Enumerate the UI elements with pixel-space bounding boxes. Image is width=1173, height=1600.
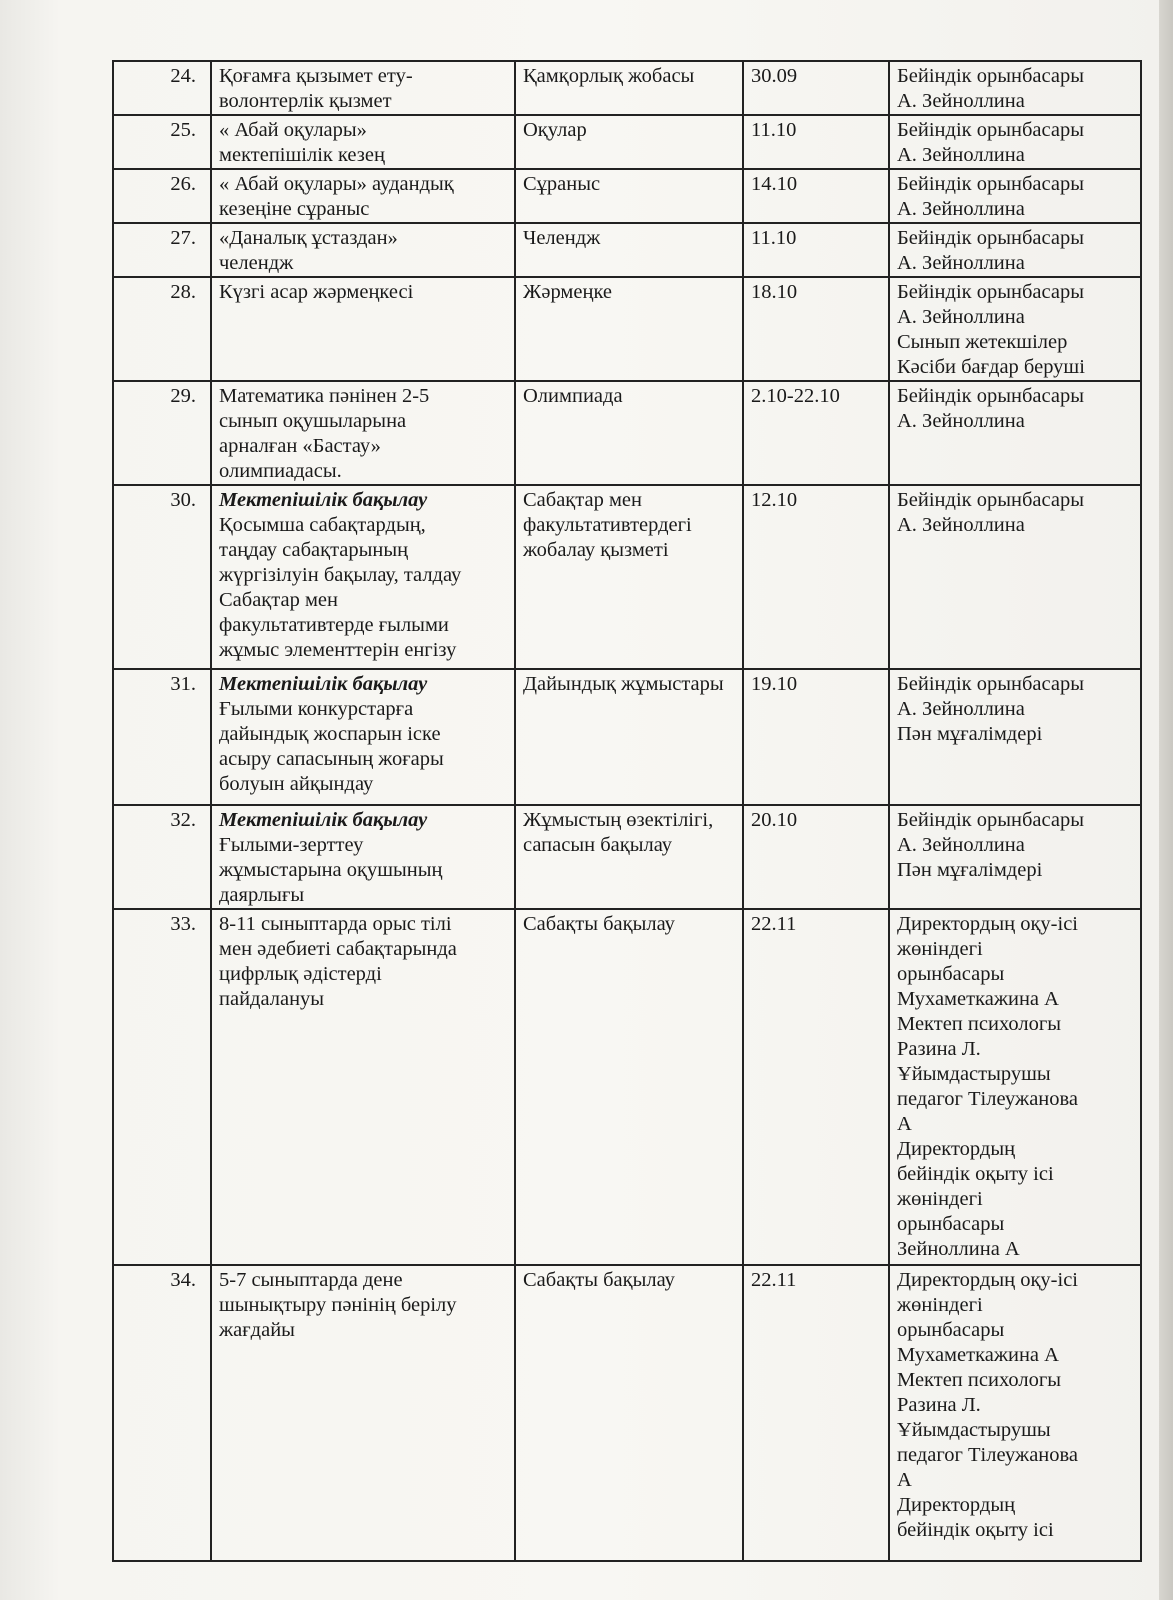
control-heading: Мектепішілік бақылау (219, 809, 428, 831)
date-cell: 22.11 (743, 1265, 889, 1561)
event-line: « Абай оқулары» аудандық (219, 173, 454, 195)
row-number: 25. (113, 115, 211, 169)
event-line: Ғылыми конкурстарға (219, 698, 414, 720)
responsible-line: Пән мұғалімдері (897, 859, 1043, 881)
responsible-line: Бейіндік орынбасары (897, 227, 1084, 249)
responsible-line: А (897, 1469, 912, 1491)
event-line: Математика пәнінен 2-5 (219, 385, 430, 407)
event-line: жұмыстарына оқушының (219, 859, 443, 881)
responsible-line: орынбасары (897, 1213, 1005, 1235)
responsible-line: Мухаметкажина А (897, 1344, 1059, 1366)
event-line: жұмыс элементтерін енгізу (219, 639, 457, 661)
table-row (113, 909, 1141, 1265)
responsible-line: Бейіндік орынбасары (897, 281, 1084, 303)
date-cell: 11.10 (743, 115, 889, 169)
form-cell: Сабақтар мен факультативтердегі жобалау қызметі (515, 485, 743, 669)
form-cell: Сабақты бақылау (515, 1265, 743, 1561)
event-cell (211, 1265, 515, 1561)
responsible-line: Разина Л. (897, 1038, 981, 1060)
responsible-line: А. Зейноллина (897, 306, 1025, 328)
event-line: кезеңіне сұраныс (219, 198, 370, 220)
responsible-line: Ұйымдастырушы (897, 1063, 1051, 1085)
table-row (113, 1265, 1141, 1561)
event-line: олимпиадасы. (219, 460, 342, 482)
table-row (113, 485, 1141, 669)
responsible-line: Пән мұғалімдері (897, 723, 1043, 745)
responsible-line: Сынып жетекшілер (897, 331, 1068, 353)
responsible-line: Ұйымдастырушы (897, 1419, 1051, 1441)
event-cell (211, 381, 515, 485)
responsible-cell (889, 381, 1141, 485)
date-cell: 11.10 (743, 223, 889, 277)
responsible-line: А. Зейноллина (897, 90, 1025, 112)
responsible-line: А. Зейноллина (897, 834, 1025, 856)
responsible-cell (889, 277, 1141, 381)
responsible-line: А. Зейноллина (897, 252, 1025, 274)
row-number: 34. (113, 1265, 211, 1561)
responsible-line: Разина Л. (897, 1394, 981, 1416)
responsible-line: Бейіндік орынбасары (897, 65, 1084, 87)
responsible-line: Бейіндік орынбасары (897, 489, 1084, 511)
responsible-line: Бейіндік орынбасары (897, 673, 1084, 695)
form-cell: Жәрмеңке (515, 277, 743, 381)
event-line: жүргізілуін бақылау, талдау (219, 564, 462, 586)
responsible-line: бейіндік оқыту ісі (897, 1519, 1054, 1541)
event-line: болуын айқындау (219, 773, 374, 795)
responsible-line: Мектеп психологы (897, 1013, 1062, 1035)
table-row (113, 669, 1141, 805)
responsible-line: Бейіндік орынбасары (897, 119, 1084, 141)
date-cell: 2.10-22.10 (743, 381, 889, 485)
event-line: Күзгі асар жәрмеңкесі (219, 281, 414, 303)
event-cell (211, 169, 515, 223)
responsible-line: А. Зейноллина (897, 144, 1025, 166)
form-cell: Олимпиада (515, 381, 743, 485)
row-number: 28. (113, 277, 211, 381)
control-heading: Мектепішілік бақылау (219, 489, 428, 511)
responsible-line: Директордың оқу-ісі (897, 913, 1078, 935)
responsible-line: А. Зейноллина (897, 698, 1025, 720)
event-line: факультативтерде ғылыми (219, 614, 449, 636)
date-cell: 14.10 (743, 169, 889, 223)
responsible-cell (889, 485, 1141, 669)
form-cell: Жұмыстың өзектілігі, сапасын бақылау (515, 805, 743, 909)
responsible-cell (889, 61, 1141, 115)
responsible-line: Директордың (897, 1138, 1016, 1160)
event-line: пайдалануы (219, 988, 325, 1010)
event-line: цифрлық әдістерді (219, 963, 382, 985)
responsible-line: педагог Тілеужанова (897, 1444, 1079, 1466)
responsible-line: Бейіндік орынбасары (897, 385, 1084, 407)
date-cell: 18.10 (743, 277, 889, 381)
form-cell: Челендж (515, 223, 743, 277)
row-number: 27. (113, 223, 211, 277)
date-cell: 12.10 (743, 485, 889, 669)
responsible-line: бейіндік оқыту ісі (897, 1163, 1054, 1185)
event-line: Сабақтар мен (219, 589, 338, 611)
control-heading: Мектепішілік бақылау (219, 673, 428, 695)
responsible-line: жөніндегі (897, 1294, 983, 1316)
form-cell: Сұраныс (515, 169, 743, 223)
responsible-line: педагог Тілеужанова (897, 1088, 1079, 1110)
responsible-line: Мухаметкажина А (897, 988, 1059, 1010)
row-number: 24. (113, 61, 211, 115)
event-line: асыру сапасының жоғары (219, 748, 444, 770)
row-number: 31. (113, 669, 211, 805)
date-cell: 20.10 (743, 805, 889, 909)
event-line: даярлығы (219, 884, 305, 906)
table-row (113, 277, 1141, 381)
responsible-line: орынбасары (897, 1319, 1005, 1341)
date-cell: 19.10 (743, 669, 889, 805)
plan-table (112, 60, 1142, 1562)
responsible-line: А (897, 1113, 912, 1135)
event-line: таңдау сабақтарының (219, 539, 409, 561)
event-cell (211, 223, 515, 277)
responsible-line: А. Зейноллина (897, 198, 1025, 220)
event-cell (211, 669, 515, 805)
event-line: волонтерлік қызмет (219, 90, 392, 112)
event-line: сынып оқушыларына (219, 410, 407, 432)
responsible-cell (889, 669, 1141, 805)
event-line: мектепішілік кезең (219, 144, 385, 166)
responsible-cell (889, 909, 1141, 1265)
row-number: 32. (113, 805, 211, 909)
row-number: 30. (113, 485, 211, 669)
responsible-line: жөніндегі (897, 938, 983, 960)
event-line: мен әдебиеті сабақтарында (219, 938, 457, 960)
event-line: 8-11 сыныптарда орыс тілі (219, 913, 452, 935)
event-line: Ғылыми-зерттеу (219, 834, 364, 856)
event-cell (211, 115, 515, 169)
event-cell (211, 805, 515, 909)
responsible-line: Зейноллина А (897, 1238, 1020, 1260)
event-line: « Абай оқулары» (219, 119, 367, 141)
event-line: челендж (219, 252, 294, 274)
row-number: 26. (113, 169, 211, 223)
form-cell: Сабақты бақылау (515, 909, 743, 1265)
table-row (113, 61, 1141, 115)
event-line: жағдайы (219, 1319, 295, 1341)
form-cell: Оқулар (515, 115, 743, 169)
table-row (113, 223, 1141, 277)
row-number: 29. (113, 381, 211, 485)
form-cell: Дайындық жұмыстары (515, 669, 743, 805)
event-line: Қосымша сабақтардың, (219, 514, 426, 536)
responsible-cell (889, 115, 1141, 169)
responsible-line: Директордың (897, 1494, 1016, 1516)
event-line: 5-7 сыныптарда дене (219, 1269, 403, 1291)
responsible-cell (889, 1265, 1141, 1561)
responsible-cell (889, 805, 1141, 909)
responsible-line: А. Зейноллина (897, 514, 1025, 536)
event-cell (211, 277, 515, 381)
event-line: дайындық жоспарын іске (219, 723, 441, 745)
table-row (113, 805, 1141, 909)
responsible-line: Кәсіби бағдар беруші (897, 356, 1085, 378)
event-line: «Даналық ұстаздан» (219, 227, 398, 249)
event-cell (211, 61, 515, 115)
row-number: 33. (113, 909, 211, 1265)
date-cell: 30.09 (743, 61, 889, 115)
responsible-line: Директордың оқу-ісі (897, 1269, 1078, 1291)
form-cell: Қамқорлық жобасы (515, 61, 743, 115)
table-row (113, 115, 1141, 169)
responsible-line: орынбасары (897, 963, 1005, 985)
event-line: арналған «Бастау» (219, 435, 381, 457)
table-row (113, 169, 1141, 223)
event-line: Қоғамға қызымет ету- (219, 65, 413, 87)
responsible-line: А. Зейноллина (897, 410, 1025, 432)
responsible-cell (889, 169, 1141, 223)
responsible-line: Бейіндік орынбасары (897, 809, 1084, 831)
responsible-line: Бейіндік орынбасары (897, 173, 1084, 195)
event-line: шынықтыру пәнінің берілу (219, 1294, 457, 1316)
date-cell: 22.11 (743, 909, 889, 1265)
event-cell (211, 485, 515, 669)
responsible-cell (889, 223, 1141, 277)
table-row (113, 381, 1141, 485)
responsible-line: жөніндегі (897, 1188, 983, 1210)
responsible-line: Мектеп психологы (897, 1369, 1062, 1391)
event-cell (211, 909, 515, 1265)
paper-edge-shadow (1159, 0, 1173, 1600)
